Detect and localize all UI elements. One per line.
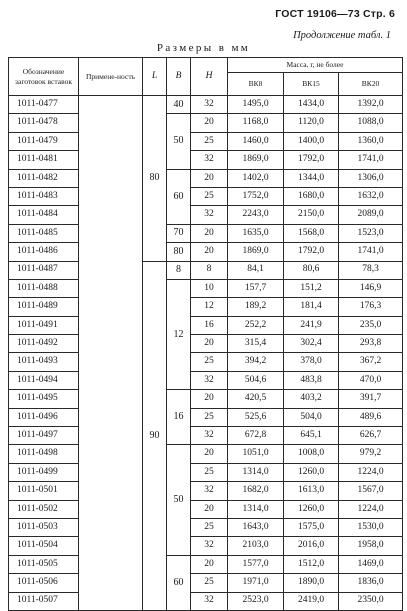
- height-cell: 32: [191, 151, 228, 169]
- standard-number: ГОСТ 19106—73 Стр. 6: [275, 8, 395, 20]
- mass-vk15-cell: 403,2: [284, 390, 339, 408]
- mass-vk15-cell: 1792,0: [284, 151, 339, 169]
- mass-vk20-cell: 1523,0: [339, 224, 403, 242]
- table-row: [9, 592, 403, 610]
- width-cell: 12: [167, 279, 191, 389]
- mass-vk15-cell: 1568,0: [284, 224, 339, 242]
- mass-vk8-cell: 84,1: [228, 261, 284, 279]
- sizes-caption: Размеры в мм: [156, 42, 251, 54]
- table-continuation-note: Продолжение табл. 1: [293, 30, 391, 41]
- designation-cell: 1011-0497: [9, 427, 79, 445]
- width-cell: 50: [167, 114, 191, 169]
- mass-vk15-cell: 1344,0: [284, 169, 339, 187]
- mass-vk8-cell: 189,2: [228, 298, 284, 316]
- mass-vk8-cell: 1314,0: [228, 463, 284, 481]
- mass-vk8-cell: 1643,0: [228, 518, 284, 536]
- table-row: [9, 353, 403, 371]
- table-row: [9, 371, 403, 389]
- mass-vk20-cell: 1741,0: [339, 243, 403, 261]
- mass-vk20-cell: 1530,0: [339, 518, 403, 536]
- table-row: [9, 298, 403, 316]
- designation-cell: 1011-0507: [9, 592, 79, 610]
- table-row: [9, 261, 403, 279]
- mass-vk8-cell: 1168,0: [228, 114, 284, 132]
- mass-vk20-cell: 1224,0: [339, 463, 403, 481]
- table-row: [9, 96, 403, 114]
- mass-vk20-cell: 1469,0: [339, 555, 403, 573]
- header-L: L: [143, 58, 167, 96]
- mass-vk8-cell: 1971,0: [228, 574, 284, 592]
- height-cell: 20: [191, 224, 228, 242]
- mass-vk8-cell: 394,2: [228, 353, 284, 371]
- length-cell: 80: [143, 96, 167, 262]
- mass-vk20-cell: 1836,0: [339, 574, 403, 592]
- height-cell: 25: [191, 353, 228, 371]
- designation-cell: 1011-0503: [9, 518, 79, 536]
- mass-vk8-cell: 525,6: [228, 408, 284, 426]
- table-row: [9, 132, 403, 150]
- mass-vk15-cell: 1575,0: [284, 518, 339, 536]
- mass-vk8-cell: 157,7: [228, 279, 284, 297]
- header-mass: Масса, г, не более: [228, 58, 403, 73]
- mass-vk8-cell: 2103,0: [228, 537, 284, 555]
- height-cell: 32: [191, 96, 228, 114]
- table-row: [9, 482, 403, 500]
- table-row: [9, 243, 403, 261]
- table-row: [9, 555, 403, 573]
- mass-vk8-cell: 1402,0: [228, 169, 284, 187]
- table-row: [9, 427, 403, 445]
- height-cell: 25: [191, 132, 228, 150]
- mass-vk20-cell: 293,8: [339, 335, 403, 353]
- length-cell: 90: [143, 261, 167, 610]
- mass-vk8-cell: 1495,0: [228, 96, 284, 114]
- height-cell: 32: [191, 482, 228, 500]
- mass-vk15-cell: 378,0: [284, 353, 339, 371]
- mass-vk20-cell: 1224,0: [339, 500, 403, 518]
- mass-vk20-cell: 1632,0: [339, 187, 403, 205]
- height-cell: 20: [191, 335, 228, 353]
- mass-vk8-cell: 1051,0: [228, 445, 284, 463]
- width-cell: 60: [167, 169, 191, 224]
- mass-vk15-cell: 181,4: [284, 298, 339, 316]
- table-row: [9, 187, 403, 205]
- mass-vk15-cell: 1008,0: [284, 445, 339, 463]
- height-cell: 20: [191, 500, 228, 518]
- designation-cell: 1011-0489: [9, 298, 79, 316]
- designation-cell: 1011-0505: [9, 555, 79, 573]
- table-row: [9, 390, 403, 408]
- header-grade-vk15: ВК15: [284, 73, 339, 96]
- mass-vk20-cell: 489,6: [339, 408, 403, 426]
- width-cell: 80: [167, 243, 191, 261]
- designation-cell: 1011-0502: [9, 500, 79, 518]
- mass-vk15-cell: 1434,0: [284, 96, 339, 114]
- height-cell: 20: [191, 169, 228, 187]
- mass-vk15-cell: 1792,0: [284, 243, 339, 261]
- table-row: [9, 206, 403, 224]
- table-row: [9, 224, 403, 242]
- designation-cell: 1011-0482: [9, 169, 79, 187]
- mass-vk20-cell: 2350,0: [339, 592, 403, 610]
- mass-vk15-cell: 2419,0: [284, 592, 339, 610]
- mass-vk15-cell: 1890,0: [284, 574, 339, 592]
- mass-vk8-cell: 1682,0: [228, 482, 284, 500]
- designation-cell: 1011-0485: [9, 224, 79, 242]
- mass-vk15-cell: 2016,0: [284, 537, 339, 555]
- mass-vk15-cell: 1260,0: [284, 500, 339, 518]
- table-row: [9, 518, 403, 536]
- mass-vk8-cell: 252,2: [228, 316, 284, 334]
- mass-vk8-cell: 1577,0: [228, 555, 284, 573]
- table-row: [9, 335, 403, 353]
- mass-vk20-cell: 1567,0: [339, 482, 403, 500]
- table-row: [9, 445, 403, 463]
- mass-vk20-cell: 979,2: [339, 445, 403, 463]
- mass-vk15-cell: 1512,0: [284, 555, 339, 573]
- mass-vk8-cell: 672,8: [228, 427, 284, 445]
- height-cell: 12: [191, 298, 228, 316]
- mass-vk20-cell: 470,0: [339, 371, 403, 389]
- mass-vk15-cell: 151,2: [284, 279, 339, 297]
- designation-cell: 1011-0494: [9, 371, 79, 389]
- height-cell: 20: [191, 243, 228, 261]
- designation-cell: 1011-0479: [9, 132, 79, 150]
- designation-cell: 1011-0484: [9, 206, 79, 224]
- designation-cell: 1011-0486: [9, 243, 79, 261]
- height-cell: 25: [191, 408, 228, 426]
- mass-vk20-cell: 1088,0: [339, 114, 403, 132]
- designation-cell: 1011-0488: [9, 279, 79, 297]
- mass-vk15-cell: 645,1: [284, 427, 339, 445]
- designation-cell: 1011-0498: [9, 445, 79, 463]
- table-row: [9, 114, 403, 132]
- designation-cell: 1011-0478: [9, 114, 79, 132]
- table-row: [9, 463, 403, 481]
- height-cell: 25: [191, 518, 228, 536]
- mass-vk20-cell: 235,0: [339, 316, 403, 334]
- mass-vk20-cell: 176,3: [339, 298, 403, 316]
- application-cell: [79, 96, 143, 611]
- width-cell: 40: [167, 96, 191, 114]
- designation-cell: 1011-0501: [9, 482, 79, 500]
- mass-vk8-cell: 504,6: [228, 371, 284, 389]
- mass-vk20-cell: 367,2: [339, 353, 403, 371]
- height-cell: 10: [191, 279, 228, 297]
- designation-cell: 1011-0506: [9, 574, 79, 592]
- mass-vk15-cell: 1400,0: [284, 132, 339, 150]
- height-cell: 20: [191, 555, 228, 573]
- mass-vk15-cell: 2150,0: [284, 206, 339, 224]
- designation-cell: 1011-0483: [9, 187, 79, 205]
- height-cell: 32: [191, 537, 228, 555]
- mass-vk20-cell: 146,9: [339, 279, 403, 297]
- height-cell: 32: [191, 427, 228, 445]
- height-cell: 25: [191, 574, 228, 592]
- mass-vk20-cell: 391,7: [339, 390, 403, 408]
- table-row: [9, 316, 403, 334]
- width-cell: 70: [167, 224, 191, 242]
- height-cell: 8: [191, 261, 228, 279]
- height-cell: 20: [191, 114, 228, 132]
- mass-vk20-cell: 626,7: [339, 427, 403, 445]
- mass-vk20-cell: 1741,0: [339, 151, 403, 169]
- mass-vk15-cell: 504,0: [284, 408, 339, 426]
- width-cell: 50: [167, 445, 191, 555]
- width-cell: 16: [167, 390, 191, 445]
- mass-vk15-cell: 80,6: [284, 261, 339, 279]
- height-cell: 32: [191, 371, 228, 389]
- height-cell: 25: [191, 187, 228, 205]
- header-B: B: [167, 58, 191, 96]
- header-grade-vk8: ВК8: [228, 73, 284, 96]
- height-cell: 32: [191, 206, 228, 224]
- header-designation: Обозначение заготовок вставок: [9, 58, 79, 96]
- mass-vk20-cell: 1392,0: [339, 96, 403, 114]
- header-application: Примене-ность: [79, 58, 143, 96]
- designation-cell: 1011-0477: [9, 96, 79, 114]
- mass-vk8-cell: 1869,0: [228, 243, 284, 261]
- mass-vk20-cell: 78,3: [339, 261, 403, 279]
- mass-vk8-cell: 1460,0: [228, 132, 284, 150]
- mass-vk8-cell: 2243,0: [228, 206, 284, 224]
- mass-vk15-cell: 302,4: [284, 335, 339, 353]
- designation-cell: 1011-0487: [9, 261, 79, 279]
- designation-cell: 1011-0499: [9, 463, 79, 481]
- table-row: [9, 408, 403, 426]
- table-row: [9, 279, 403, 297]
- table-row: [9, 574, 403, 592]
- mass-vk15-cell: 1680,0: [284, 187, 339, 205]
- height-cell: 20: [191, 390, 228, 408]
- table-row: [9, 151, 403, 169]
- width-cell: 8: [167, 261, 191, 279]
- designation-cell: 1011-0492: [9, 335, 79, 353]
- mass-vk20-cell: 1958,0: [339, 537, 403, 555]
- mass-vk20-cell: 1360,0: [339, 132, 403, 150]
- designation-cell: 1011-0504: [9, 537, 79, 555]
- mass-vk8-cell: 2523,0: [228, 592, 284, 610]
- mass-vk8-cell: 315,4: [228, 335, 284, 353]
- mass-vk8-cell: 1635,0: [228, 224, 284, 242]
- mass-vk15-cell: 1120,0: [284, 114, 339, 132]
- width-cell: 60: [167, 555, 191, 610]
- mass-vk8-cell: 1752,0: [228, 187, 284, 205]
- height-cell: 20: [191, 445, 228, 463]
- designation-cell: 1011-0491: [9, 316, 79, 334]
- height-cell: 32: [191, 592, 228, 610]
- designation-cell: 1011-0495: [9, 390, 79, 408]
- header-grade-vk20: ВК20: [339, 73, 403, 96]
- height-cell: 16: [191, 316, 228, 334]
- mass-vk15-cell: 1613,0: [284, 482, 339, 500]
- mass-vk15-cell: 241,9: [284, 316, 339, 334]
- designation-cell: 1011-0481: [9, 151, 79, 169]
- mass-vk8-cell: 1314,0: [228, 500, 284, 518]
- table-row: [9, 500, 403, 518]
- designation-cell: 1011-0496: [9, 408, 79, 426]
- header-H: H: [191, 58, 228, 96]
- inserts-table: [8, 57, 403, 611]
- table-row: [9, 537, 403, 555]
- designation-cell: 1011-0493: [9, 353, 79, 371]
- mass-vk8-cell: 1869,0: [228, 151, 284, 169]
- mass-vk20-cell: 2089,0: [339, 206, 403, 224]
- mass-vk15-cell: 1260,0: [284, 463, 339, 481]
- mass-vk20-cell: 1306,0: [339, 169, 403, 187]
- mass-vk15-cell: 483,8: [284, 371, 339, 389]
- table-row: [9, 169, 403, 187]
- height-cell: 25: [191, 463, 228, 481]
- mass-vk8-cell: 420,5: [228, 390, 284, 408]
